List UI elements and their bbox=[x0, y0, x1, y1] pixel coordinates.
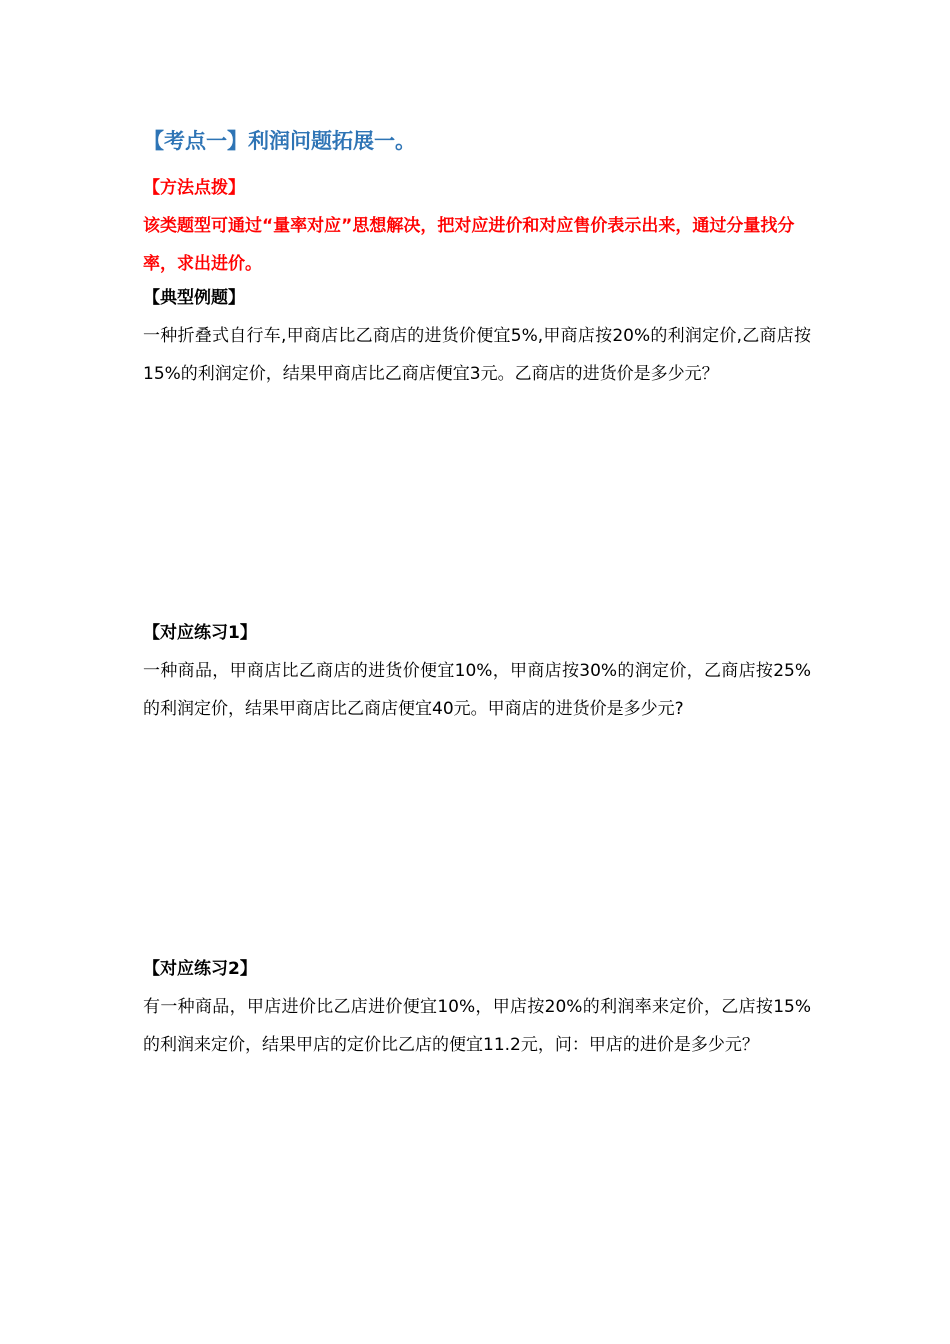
example-text: 一种折叠式自行车,甲商店比乙商店的进货价便宜5%,甲商店按20%的利润定价,乙商店按15%的利润定价，结果甲商店比乙商店便宜3元。乙商店的进货价是多少元？ bbox=[143, 326, 811, 384]
method-label: 【方法点拨】 bbox=[143, 178, 245, 198]
practice2-section bbox=[143, 956, 811, 1064]
practice1-text: 一种商品，甲商店比乙商店的进货价便宜10%，甲商店按30%的润定价，乙商店按25%的利润定价，结果甲商店比乙商店便宜40元。甲商店的进货价是多少元? bbox=[143, 661, 811, 719]
example-section bbox=[143, 285, 811, 393]
practice2-text: 有一种商品，甲店进价比乙店进价便宜10%，甲店按20%的利润率来定价，乙店按15%的利润来定价，结果甲店的定价比乙店的便宜11.2元，问：甲店的进价是多少元？ bbox=[143, 997, 811, 1055]
practice2-label: 【对应练习2】 bbox=[143, 959, 257, 979]
practice1-label: 【对应练习1】 bbox=[143, 623, 257, 643]
method-text: 该类题型可通过“量率对应”思想解决，把对应进价和对应售价表示出来，通过分量找分率，求出进价。 bbox=[143, 216, 795, 274]
topic-title: 【考点一】利润问题拓展一。 bbox=[143, 129, 416, 153]
method-section bbox=[143, 175, 811, 283]
example-label: 【典型例题】 bbox=[143, 288, 245, 308]
practice1-section bbox=[143, 620, 811, 728]
